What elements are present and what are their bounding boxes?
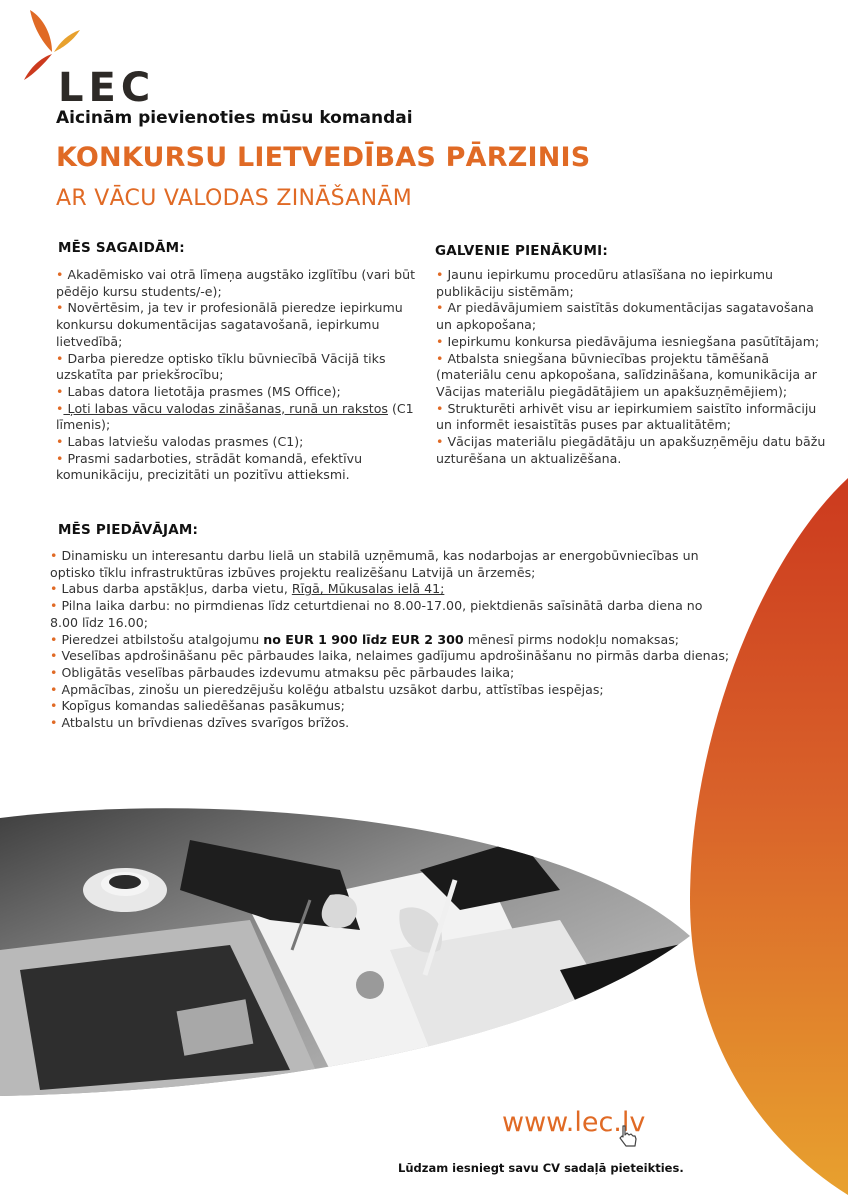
list-item: • Pilna laika darbu: no pirmdienas līdz ceturtdienai no 8.00-17.00, piektdienās saīsinātā darba diena no 8.00 līdz 16.00; xyxy=(50,598,703,630)
list-item: • Atbalsta sniegšana būvniecības projektu tāmēšanā (materiālu cenu apkopošana, salīdzināšana, komunikācija ar Vācijas materiālu piegādātājiem un apakšuzņēmējiem); xyxy=(436,350,817,399)
list-item: • Prasmi sadarboties, strādāt komandā, efektīvu komunikāciju, precizitāti un pozitīvu attieksmi. xyxy=(56,450,363,483)
lec-logo-text: LEC xyxy=(58,65,156,111)
list-item: • Obligātās veselības pārbaudes izdevumu atmaksu pēc pārbaudes laika; xyxy=(50,664,515,680)
offer-heading: MĒS PIEDĀVĀJAM: xyxy=(58,522,199,538)
salary-range: no EUR 1 900 līdz EUR 2 300 xyxy=(263,631,464,647)
list-item: • Akadēmisko vai otrā līmeņa augstāko izglītību (vari būt pēdējo kursu students/-e); xyxy=(56,267,416,299)
list-item: • Apmācības, zinošu un pieredzējušu kolēģu atbalstu uzsākot darbu, attīstības iespējas; xyxy=(50,681,604,697)
job-subtitle: AR VĀCU VALODAS ZINĀŠANĀM xyxy=(56,186,413,211)
list-item: • Dinamisku un interesantu darbu lielā un stabilā uzņēmumā, kas nodarbojas ar energobūvniecības un optisko tīklu infrastruktūras izbūves projektu realizēšanu Latvijā un ārzemēs; xyxy=(50,548,699,580)
list-item: • Labus darba apstākļus, darba vietu, Rīgā, Mūkusalas ielā 41; xyxy=(50,581,445,597)
list-item: • Ļoti labas vācu valodas zināšanas, runā un rakstos (C1 līmenis); xyxy=(56,400,414,433)
list-item: • Pieredzei atbilstošu atalgojumu no EUR 1 900 līdz EUR 2 300 mēnesī pirms nodokļu nomaksas; xyxy=(50,631,679,647)
cv-note: Lūdzam iesniegt savu CV sadaļā pieteikties. xyxy=(398,1161,684,1175)
office-meeting-photo xyxy=(0,800,848,1100)
list-item: • Labas latviešu valodas prasmes (C1); xyxy=(56,434,304,450)
list-item: • Ar piedāvājumiem saistītās dokumentācijas sagatavošana un apkopošana; xyxy=(436,300,814,333)
duties-heading: GALVENIE PIENĀKUMI: xyxy=(435,243,608,259)
website-link[interactable]: www.lec.lv xyxy=(502,1107,646,1138)
office-address-link[interactable]: Rīgā, Mūkusalas ielā 41; xyxy=(291,581,445,597)
list-item: • Jaunu iepirkumu procedūru atlasīšana no iepirkumu publikāciju sistēmām; xyxy=(436,267,773,299)
list-item: • Darba pieredze optisko tīklu būvniecībā Vācijā tiks uzskatīta par priekšrocību; xyxy=(56,350,386,383)
list-item: • Iepirkumu konkursa piedāvājuma iesniegšana pasūtītājam; xyxy=(436,333,820,349)
list-item: • Strukturēti arhivēt visu ar iepirkumiem saistīto informāciju un informēt iesaistītās puses par aktualitātēm; xyxy=(436,400,817,433)
requirements-list xyxy=(56,267,418,484)
list-item: • Novērtēsim, ja tev ir profesionālā pieredze iepirkumu konkursu dokumentācijas sagatavošanā, iepirkumu lietvedībā; xyxy=(56,300,403,349)
offer-list xyxy=(50,548,730,732)
list-item: • Labas datora lietotāja prasmes (MS Office); xyxy=(56,383,341,399)
requirements-heading: MĒS SAGAIDĀM: xyxy=(58,240,185,256)
list-item: • Kopīgus komandas saliedēšanas pasākumus; xyxy=(50,698,345,714)
list-item: • Veselības apdrošināšanu pēc pārbaudes laika, nelaimes gadījumu apdrošināšanu no pirmās darba dienas; xyxy=(50,648,730,664)
duties-list xyxy=(436,267,828,467)
job-title: KONKURSU LIETVEDĪBAS PĀRZINIS xyxy=(56,142,591,173)
pointer-cursor-icon xyxy=(616,1124,638,1150)
list-item: • Vācijas materiālu piegādātāju un apakšuzņēmēju datu bāžu uzturēšana un aktualizēšana. xyxy=(436,434,826,466)
list-item: • Atbalstu un brīvdienas dzīves svarīgos brīžos. xyxy=(50,715,350,731)
invite-text: Aicinām pievienoties mūsu komandai xyxy=(56,108,413,128)
